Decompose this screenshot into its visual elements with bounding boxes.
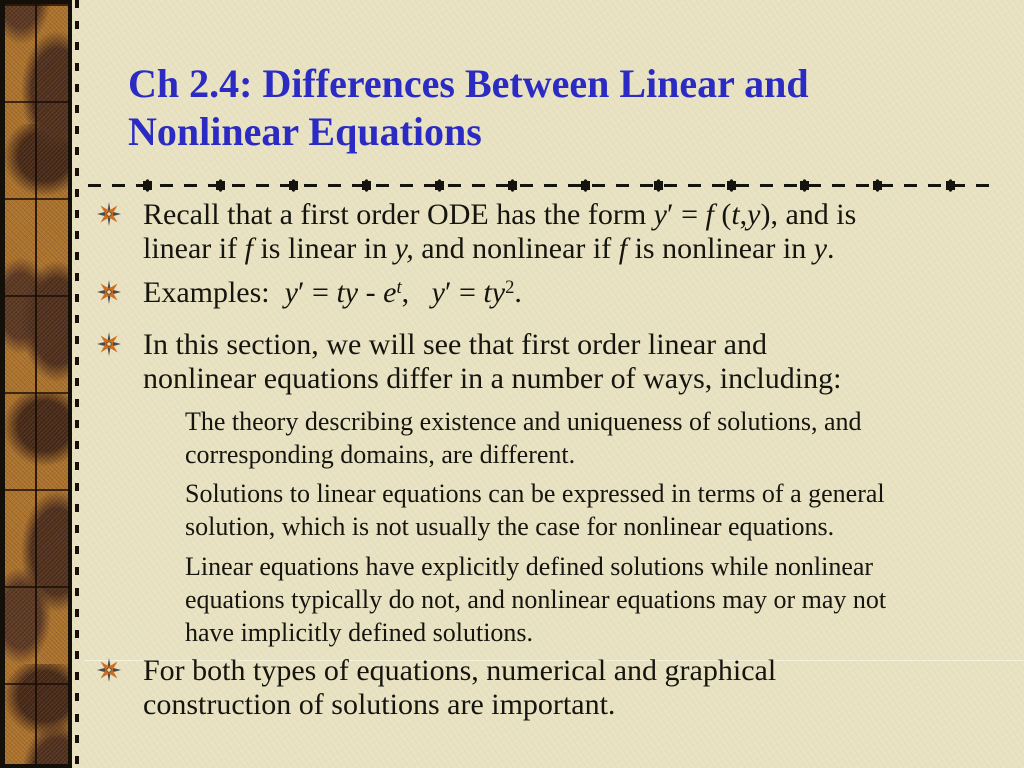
star-bullet-icon — [88, 276, 143, 309]
bullet-text: Recall that a first order ODE has the form y′ = f (t,y), and is linear if f is linear in y, and nonlinear if f is nonlinear in y. — [143, 198, 857, 265]
slide-title: Ch 2.4: Differences Between Linear and Nonlinear Equations — [128, 61, 809, 154]
diamond-bullet-icon — [158, 405, 185, 413]
diamond-bullet-icon — [158, 550, 185, 558]
slide-body — [88, 198, 998, 722]
bullet-text: In this section, we will see that first order linear and nonlinear equations differ in a number of ways, including: — [143, 328, 842, 395]
diamond-bullet-icon — [158, 477, 185, 485]
bullet-item — [88, 276, 998, 314]
star-bullet-icon — [88, 654, 143, 687]
sub-bullet-item — [158, 477, 998, 543]
left-border-strip — [0, 0, 84, 768]
bullet-item — [88, 654, 998, 722]
stitch-line — [75, 0, 79, 768]
sub-bullet-item — [158, 550, 998, 649]
star-bullet-icon — [88, 328, 143, 361]
bullet-item — [88, 198, 998, 266]
sub-bullet-item — [158, 405, 998, 471]
dashed-divider — [88, 179, 993, 192]
sub-bullet-text: Linear equations have explicitly defined solutions while nonlinear equations typically do not, and nonlinear equations may or may not have implicitly defined solutions. — [185, 552, 887, 647]
sub-bullet-text: The theory describing existence and uniqueness of solutions, and corresponding domains, are different. — [185, 407, 862, 469]
leaf-texture-border — [0, 0, 72, 768]
bullet-text: For both types of equations, numerical and graphical construction of solutions are important. — [143, 654, 777, 721]
bullet-item — [88, 328, 998, 396]
bullet-text: Examples: y′ = ty - $e^t$, $y' = ty^2$. — [143, 276, 522, 309]
star-bullet-icon — [88, 198, 143, 231]
sub-bullet-text: Solutions to linear equations can be expressed in terms of a general solution, which is not usually the case for nonlinear equations. — [185, 479, 885, 541]
